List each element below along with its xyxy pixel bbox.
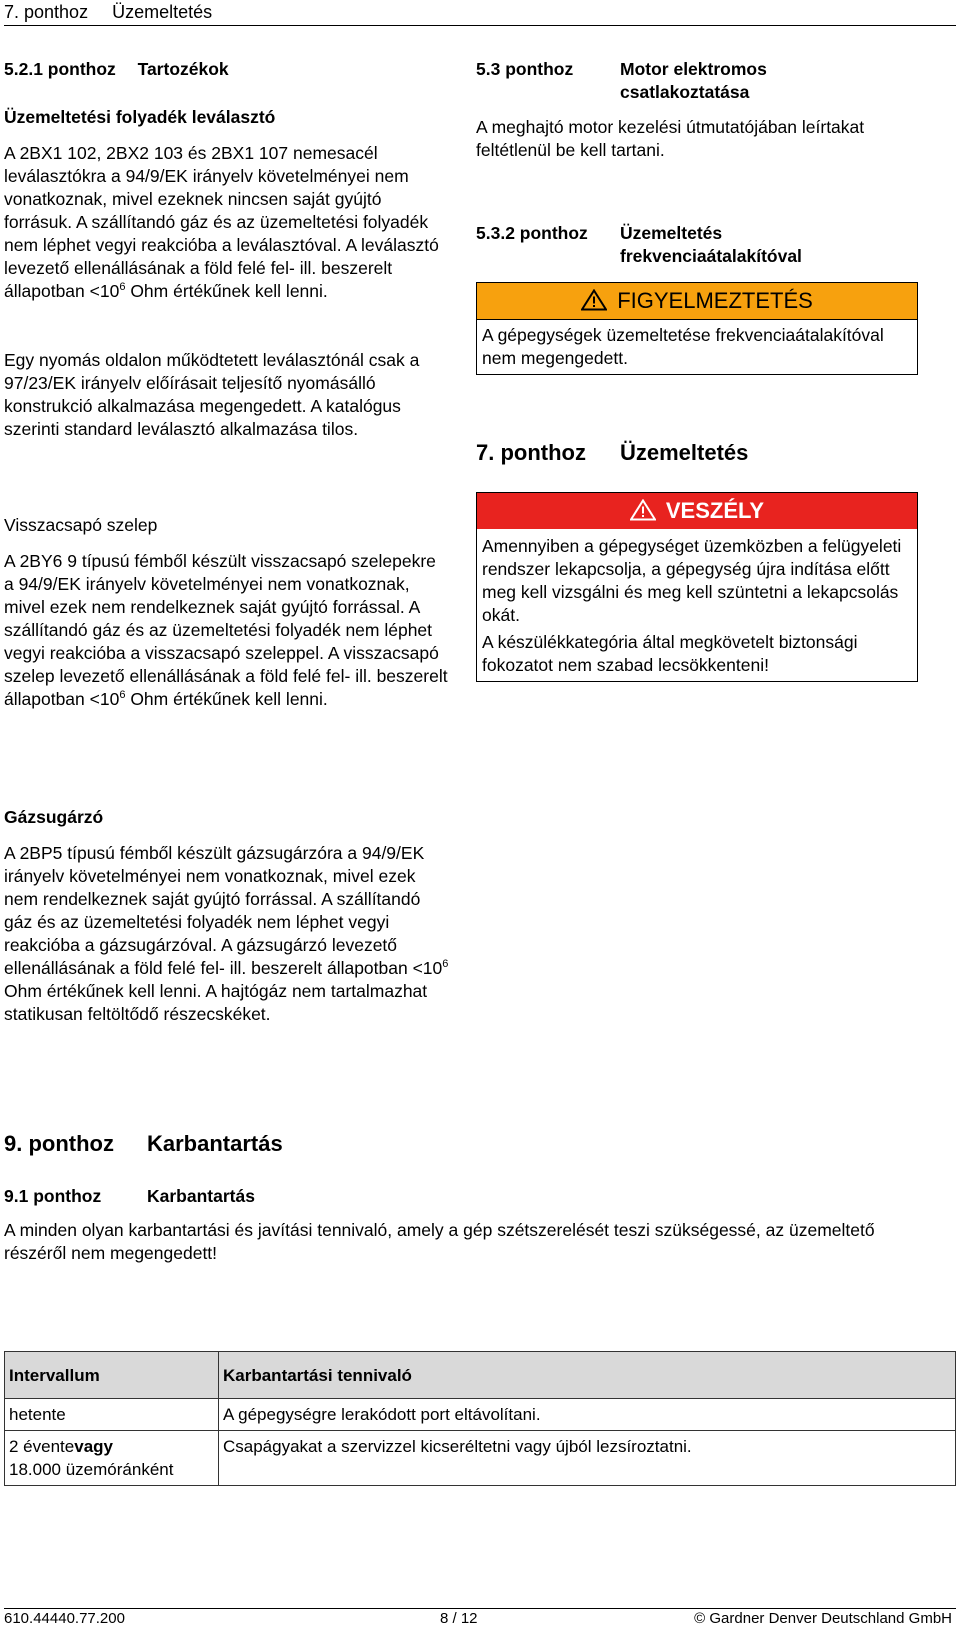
gas-jet-paragraph: A 2BP5 típusú fémből készült gázsugárzóra a 94/9/EK irányelv követelményei nem vonatkoznak, mivel ezek nem rendelkeznek saját gyújtó forrással. A szállítandó gáz és az üzemeltetési folyadék nem léphet vegyi reakcióba a gázsugárzóval. A gázsugárzó levezető ellenállásának a föld felé fel- ill. beszerelt állapotban $<10^6$ Ohm értékűnek kell lenni. A hajtógáz nem tartalmazhat statikusan feltöltődő részecskéket. xyxy=(4,843,449,1024)
maintenance-intro: A minden olyan karbantartási és javítási tennivaló, amely a gép szétszerelését teszi szükségessé, az üzemeltető részéről nem megengedett! xyxy=(4,1220,875,1263)
page-header xyxy=(4,1,212,24)
separator-heading: Üzemeltetési folyadék leválasztó xyxy=(4,107,276,127)
table-header-interval: Intervallum xyxy=(5,1352,219,1399)
danger-text-1: Amennyiben a gépegységet üzemközben a felügyeleti rendszer lekapcsolja, a gépegység újra indítása előtt meg kell vizsgálni és meg kell szüntetni a lekapcsolás okát. xyxy=(482,536,902,625)
section-5-3-heading xyxy=(476,58,946,104)
footer-rule xyxy=(4,1608,956,1609)
task-cell: Csapágyakat a szervizzel kicseréltetni vagy újból lezsíroztatni. xyxy=(219,1431,956,1486)
header-section-title: Üzemeltetés xyxy=(112,2,213,22)
section-title: Tartozékok xyxy=(137,59,229,79)
danger-label: VESZÉLY xyxy=(665,498,765,523)
warning-box xyxy=(476,282,918,375)
table-row xyxy=(5,1431,956,1486)
maintenance-table xyxy=(4,1351,956,1486)
check-valve-paragraph: A 2BY6 9 típusú fémből készült visszacsapó szelepekre a 94/9/EK irányelv követelményei nem vonatkoznak, mivel ezek nem rendelkeznek saját gyújtó forrással. A szállítandó gáz és az üzemeltetési folyadék nem léphet vegyi reakcióba a visszacsapó szeleppel. A visszacsapó szelep levezető ellenállásának a föld felé fel- ill. beszerelt állapotban $<10^6$ Ohm értékűnek kell lenni. xyxy=(4,551,448,709)
section-9-1-heading xyxy=(4,1185,255,1208)
interval-cell: hetente xyxy=(5,1399,219,1431)
header-section-number: 7. ponthoz xyxy=(4,2,89,22)
table-row xyxy=(5,1399,956,1431)
warning-banner xyxy=(477,283,917,320)
section-number: 5.3 ponthoz xyxy=(476,59,574,79)
footer-copyright: © Gardner Denver Deutschland GmbH xyxy=(694,1610,952,1627)
table-header-task: Karbantartási tennivaló xyxy=(219,1352,956,1399)
section-number: 9.1 ponthoz xyxy=(4,1186,102,1206)
warning-text: A gépegységek üzemeltetése frekvenciaátalakítóval nem megengedett. xyxy=(482,325,884,368)
section-9-heading xyxy=(4,1131,283,1157)
motor-instructions-text: A meghajtó motor kezelési útmutatójában leírtakat feltétlenül be kell tartani. xyxy=(476,117,865,160)
check-valve-heading: Visszacsapó szelep xyxy=(4,515,158,535)
section-number: 5.2.1 ponthoz xyxy=(4,59,116,79)
warning-label: FIGYELMEZTETÉS xyxy=(617,288,813,313)
warning-triangle-icon xyxy=(581,289,607,311)
danger-text-2: A készülékkategória által megkövetelt biztonsági fokozatot nem szabad lecsökkenteni! xyxy=(482,632,858,675)
section-title-line-2: frekvenciaátalakítóval xyxy=(620,246,802,266)
header-rule xyxy=(4,25,956,26)
section-title-line-1: Motor elektromos xyxy=(620,59,767,79)
section-5-2-1-heading xyxy=(4,58,229,81)
section-title: Üzemeltetés xyxy=(620,440,749,465)
footer-doc-number: 610.44440.77.200 xyxy=(4,1610,125,1627)
danger-box xyxy=(476,492,918,682)
danger-text xyxy=(477,529,917,681)
section-5-3-2-heading xyxy=(476,222,946,268)
section-7-heading xyxy=(476,440,748,466)
section-title: Karbantartás xyxy=(147,1131,283,1156)
section-title-line-2: csatlakoztatása xyxy=(620,82,750,102)
section-number: 7. ponthoz xyxy=(476,440,586,465)
section-number: 9. ponthoz xyxy=(4,1131,114,1156)
section-number: 5.3.2 ponthoz xyxy=(476,223,588,243)
interval-cell: 2 éventevagy 18.000 üzemóránként xyxy=(5,1431,219,1486)
section-title-line-1: Üzemeltetés xyxy=(620,223,723,243)
danger-banner xyxy=(477,493,917,529)
task-cell: A gépegységre lerakódott port eltávolítani. xyxy=(219,1399,956,1431)
separator-paragraph-2: Egy nyomás oldalon működtetett leválasztónál csak a 97/23/EK irányelv előírásait teljesítő nyomásálló konstrukció alkalmazása megengedett. A katalógus szerinti standard leválasztó alkalmazása tilos. xyxy=(4,350,420,439)
danger-triangle-icon xyxy=(630,499,656,521)
table-header-row xyxy=(5,1352,956,1399)
gas-jet-heading: Gázsugárzó xyxy=(4,807,104,827)
separator-paragraph-1: A 2BX1 102, 2BX2 103 és 2BX1 107 nemesacél leválasztókra a 94/9/EK irányelv követelményei nem vonatkoznak, mivel ezeknek nincsen saját gyújtó forrásuk. A szállítandó gáz és az üzemeltetési folyadék nem léphet vegyi reakcióba a leválasztóval. A leválasztó levezető ellenállásának a föld felé fel- ill. beszerelt állapotban $<10^6$ Ohm értékűnek kell lenni. xyxy=(4,143,439,301)
section-title: Karbantartás xyxy=(147,1186,255,1206)
footer-page-number: 8 / 12 xyxy=(440,1610,478,1627)
